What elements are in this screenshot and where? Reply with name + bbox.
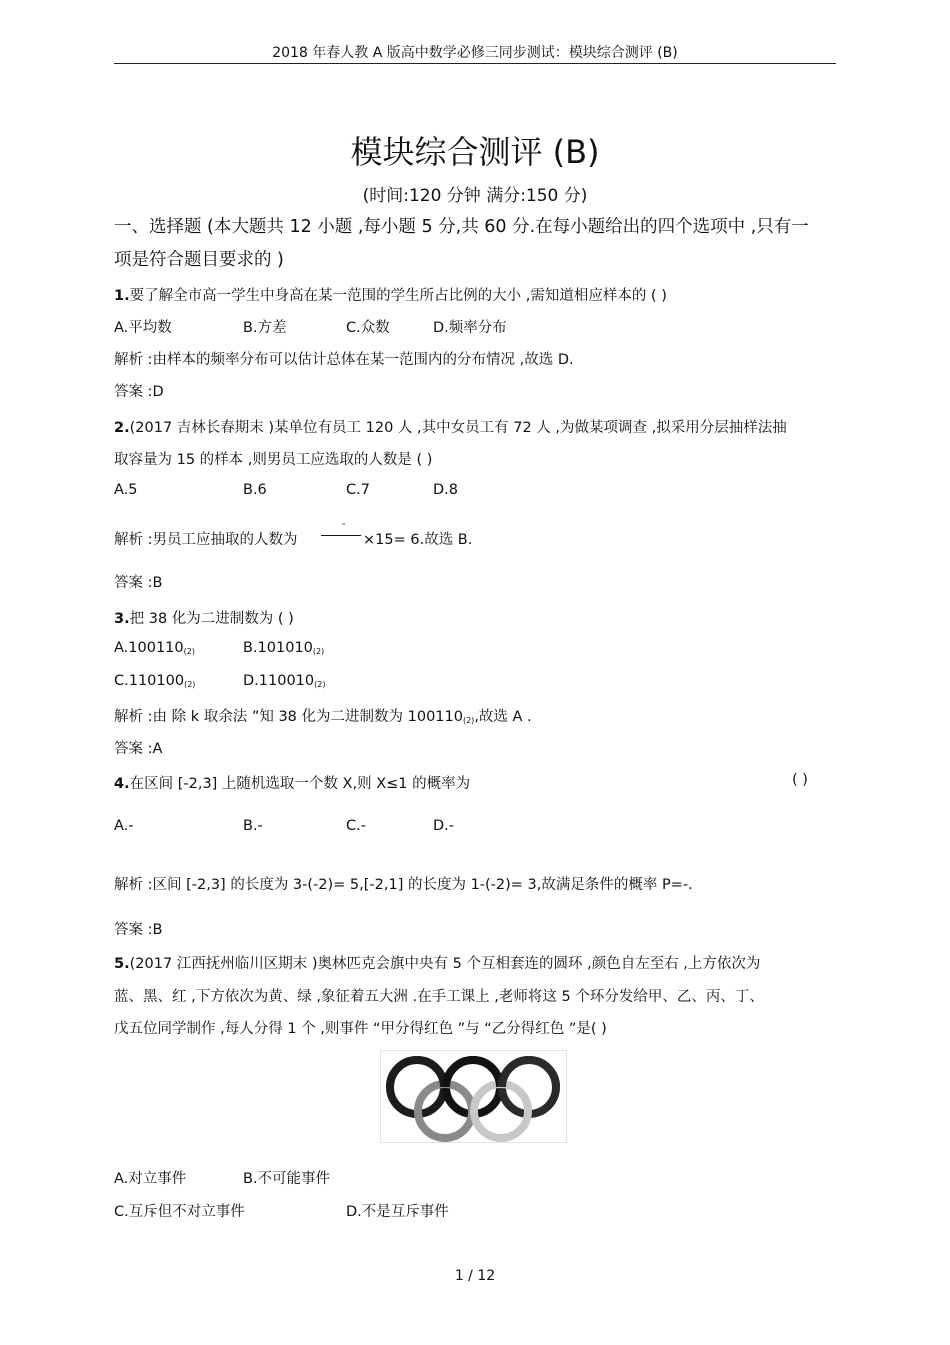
q5-stem-line3: 戊五位同学制作 ,每人分得 1 个 ,则事件 “甲分得红色 ”与 “乙分得红色 ”是( ) [114, 1021, 607, 1037]
q2-fraction-numerator: - [342, 519, 346, 530]
q2-text: (2017 吉林长春期末 )某单位有员工 120 人 ,其中女员工有 72 人 ,为做某项调查 ,拟采用分层抽样法抽 [129, 420, 787, 436]
q5-text: (2017 江西抚州临川区期末 )奥林匹克会旗中央有 5 个互相套连的圆环 ,颜色自左至右 ,上方依次为 [129, 956, 761, 972]
q2-analysis-pre: 解析 :男员工应抽取的人数为 [114, 532, 298, 548]
q3-text: 把 38 化为二进制数为 ( ) [129, 611, 294, 627]
q2-option-a: A.5 [114, 482, 138, 498]
q4-analysis: 解析 :区间 [-2,3] 的长度为 3-(-2)= 5,[-2,1] 的长度为 1-(-2)= 3,故满足条件的概率 P=-. [114, 877, 693, 893]
running-header: 2018 年春人教 A 版高中数学必修三同步测试：模块综合测评 (B) [272, 45, 678, 61]
exam-info: (时间:120 分钟 满分:150 分) [362, 186, 588, 206]
section-heading-line2: 项是符合题目要求的 ) [114, 250, 284, 270]
q1-number: 1. [114, 288, 130, 304]
section-heading-line1: 一、选择题 (本大题共 12 小题 ,每小题 5 分,共 60 分.在每小题给出的四个选项中 ,只有一 [114, 217, 809, 237]
q4-number: 4. [114, 776, 130, 792]
q2-fraction-bar [321, 535, 361, 536]
q4-answer: 答案 :B [114, 922, 163, 938]
q4-option-d: D.- [433, 818, 455, 834]
q4-option-a: A.- [114, 818, 134, 834]
q5-stem-line1 [114, 952, 760, 973]
olympic-rings-image [380, 1050, 568, 1144]
q3-stem [114, 607, 294, 628]
page-title: 模块综合测评 (B) [350, 133, 600, 171]
q2-option-d: D.8 [433, 482, 458, 498]
q2-stem-line2: 取容量为 15 的样本 ,则男员工应选取的人数是 ( ) [114, 452, 433, 468]
q3-number: 3. [114, 611, 130, 627]
q2-stem-line1 [114, 416, 787, 437]
q3-option-c: $C.110100_{(2)}$ [114, 673, 196, 689]
q4-answer-paren: ( ) [792, 772, 808, 788]
q1-option-c: C.众数 [346, 320, 390, 336]
q5-option-d: D.不是互斥事件 [346, 1204, 449, 1220]
q5-option-b: B.不可能事件 [243, 1171, 331, 1187]
q1-option-d: D.频率分布 [433, 320, 507, 336]
q5-option-c: C.互斥但不对立事件 [114, 1204, 245, 1220]
q2-analysis-post: ×15= 6.故选 B. [363, 532, 473, 548]
q1-stem [114, 284, 667, 305]
q2-answer: 答案 :B [114, 575, 163, 591]
q5-option-a: A.对立事件 [114, 1171, 187, 1187]
q4-option-b: B.- [243, 818, 263, 834]
q4-text: 在区间 [-2,3] 上随机选取一个数 X,则 X≤1 的概率为 [129, 776, 471, 792]
q2-number: 2. [114, 420, 130, 436]
header-rule [114, 63, 836, 64]
q1-option-a: A.平均数 [114, 320, 172, 336]
q4-option-c: C.- [346, 818, 366, 834]
q1-analysis: 解析 :由样本的频率分布可以估计总体在某一范围内的分布情况 ,故选 D. [114, 352, 574, 368]
q1-option-b: B.方差 [243, 320, 287, 336]
page-number: 1 / 12 [454, 1268, 496, 1284]
q5-stem-line2: 蓝、黑、红 ,下方依次为黄、绿 ,象征着五大洲 .在手工课上 ,老师将这 5 个环分发给甲、乙、丙、丁、 [114, 989, 764, 1005]
q4-stem [114, 772, 470, 793]
q5-number: 5. [114, 956, 130, 972]
q3-answer: 答案 :A [114, 741, 163, 757]
q3-option-b: $B.101010_{(2)}$ [243, 640, 325, 656]
q2-option-c: C.7 [346, 482, 370, 498]
q1-answer: 答案 :D [114, 384, 164, 400]
q3-option-a: $A.100110_{(2)}$ [114, 640, 195, 656]
q1-text: 要了解全市高一学生中身高在某一范围的学生所占比例的大小 ,需知道相应样本的 ( ) [129, 288, 667, 304]
q3-option-d: $D.110010_{(2)}$ [243, 673, 326, 689]
q3-analysis: 解析 :由 除 k 取余法 ”知 38 化为二进制数为 $100110_{(2)}$,故选 A . [114, 709, 532, 725]
q2-option-b: B.6 [243, 482, 267, 498]
